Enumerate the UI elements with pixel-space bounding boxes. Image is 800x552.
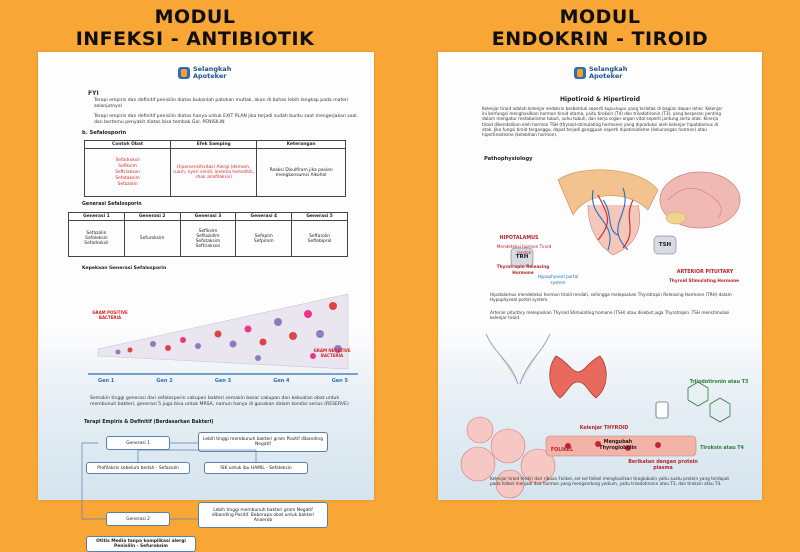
right-title-line2: ENDOKRIN - TIROID xyxy=(491,28,709,50)
thyroid-gland-illustration xyxy=(550,356,607,398)
hypothalamus-sub: Mendeteksi hormon Tiroid rendah xyxy=(496,244,552,255)
hpt-axis-illustration xyxy=(438,160,762,282)
thyroid-illustration xyxy=(438,326,762,500)
col-header: Contoh Obat xyxy=(85,141,171,149)
portal-system-label: Hypophyseal portal system xyxy=(537,274,579,285)
left-title-line1: MODUL xyxy=(154,6,236,28)
trh-label: Thyrotropin Releasing Hormone xyxy=(496,264,550,275)
col-header: Efek Samping xyxy=(171,141,257,149)
thyroid-bullet-3: Kelenjar tiroid terdiri dari ribuan Folikel, sel-sel folikel menghasilkan tiroglobulin yaitu suatu protein yang terdapat pada folikel menjadi dua hormon yang mengandung yodium, yaitu triiodotironin atau T3, dan tiroksin atau T4. xyxy=(490,476,730,487)
terapi-title: Terapi Empiris & Definitif (Berdasarkan Bakteri) xyxy=(84,420,214,425)
thyroid-module-page xyxy=(438,52,762,500)
brand-logo xyxy=(574,66,627,80)
gen-header: Generasi 2 xyxy=(124,213,180,221)
brand-line1: Selangkah xyxy=(193,65,232,73)
gen-cell: Seftarolin Seftobiprol xyxy=(292,221,348,257)
follicle-label: FOLIKEL xyxy=(550,448,574,453)
flow-generation-2: Generasi 2 xyxy=(106,512,170,526)
gen-label: Gen 1 xyxy=(98,378,115,384)
left-module-title xyxy=(30,6,360,50)
intro-paragraph: Kelenjar tiroid adalah kelenjar endokrin berbentuk seperti kupu-kupu yang terletak di bagian depan leher. Kelenjar ini berfungsi menghasilkan hormon tiroid utama, yaitu tiroksin (T4) dan triiodotironin (T3), yang berperan penting dalam mengatur metabolisme tubuh, suhu tubuh, dan kerja organ-organ vital seperti jantung serta otak. Kinerja tiroid dikendalikan oleh hormon TSH (thyroid-stimulating hormone) yang diproduksi oleh kelenjar hipotalamus di otak. Jika fungsi tiroid terganggu, dapat terjadi gangguan seperti hipotiroidisme (kekurangan hormon) atau hipertiroidisme (kelebihan hormon). xyxy=(482,106,723,138)
brand-icon xyxy=(574,67,586,79)
t3-label: Triiodotironin atau T3 xyxy=(689,380,749,385)
gen-label: Gen 5 xyxy=(331,378,348,384)
generation-title: Generasi Sefalosporin xyxy=(82,202,142,207)
flow-isk: ISK untuk ibu HAMIL - Sefaleksin xyxy=(204,462,308,474)
right-module-title xyxy=(430,6,770,50)
thyroglobulin-label: Mengubah Thyroglobulin xyxy=(599,440,637,451)
flow-otitis: Otitis Media tanpa komplikasi alergi Penisilin - Sefuroksim xyxy=(86,536,196,552)
right-title-line1: MODUL xyxy=(559,6,641,28)
trh-text: TRH xyxy=(515,254,529,260)
spectrum-summary: Semakin tinggi generasi dari sefalosporin cakupan bakteri semakin besar cakupan dan kekuatan obat untuk membunuh bakteri, generasi 5 juga bisa untuk MRSA, namun hanya di gunakan dalam kondisi serius (RESERVE) xyxy=(90,396,349,407)
gen-label: Gen 3 xyxy=(214,378,232,384)
note-cell: Reaksi Disulfiram jika pasien mengkonsumsi Alkohol xyxy=(257,149,346,197)
gen-header: Generasi 1 xyxy=(69,213,125,221)
brand-line1: Selangkah xyxy=(589,65,628,73)
drug-name: Sefadroksil xyxy=(115,157,140,163)
kepekaan-title: Kepekaan Generasi Sefalosporin xyxy=(82,266,167,271)
plasma-protein-label: Berikatan dengan protein plasma xyxy=(628,460,698,471)
flow-connectors xyxy=(38,52,374,500)
hypothalamus-label: HIPOTALAMUS xyxy=(499,236,539,241)
brand-line2: Apoteker xyxy=(589,72,623,80)
page-heading: Hipotiroid & Hipertiroid xyxy=(559,96,641,103)
fyi-label: FYI xyxy=(88,90,99,97)
gram-positive-label: GRAM POSITIVE BACTERIA xyxy=(92,310,128,320)
gen-label: Gen 2 xyxy=(156,378,173,384)
gen-header: Generasi 4 xyxy=(236,213,292,221)
pathophysiology-bullet-1: Hipotalamus mendeteksi hormon tiroid rendah, sehingga melepaskan Thyrotropin Releasing Hormone (TRH) dalam Hypophyseal portal system. xyxy=(490,292,732,303)
fyi-note-2: Terapi empiris dan definitif penisilin diatas hanya untuk EXIT PLAN jika terjadi sudah buntu saat mengerjakan soal, dan bertemu penyakit diatas bisa tembak Gol. PENISILIN xyxy=(94,114,358,125)
gen-header: Generasi 3 xyxy=(180,213,236,221)
gen-cell: Sefuroksim xyxy=(124,221,180,257)
col-header: Keterangan xyxy=(257,141,346,149)
flow-generation-2-note: Lebih tinggi membunuh bakteri gram Negatif dibanding Positif. Beberapa obat untuk bakteri Anaerob xyxy=(198,502,328,528)
hormone-molecule xyxy=(688,382,730,422)
left-title-line2: INFEKSI - ANTIBIOTIK xyxy=(75,28,315,50)
drug-name: Sefiksim xyxy=(118,163,137,169)
fyi-note-1: Terapi empiris dan definitif penisilin diatas bukanlah patokan mutlak, akan di bahas lebih lengkap pada materi selanjutnya! xyxy=(94,98,349,109)
drug-name: Seftriakson xyxy=(115,169,140,175)
tsh-label: Thyroid Stimulating Hormone xyxy=(669,278,739,283)
pathophysiology-heading: Pathophysiology xyxy=(484,156,533,162)
section-sefalosporin: b. Sefalosporin xyxy=(82,130,127,136)
antibiotic-module-page xyxy=(38,52,374,549)
pituitary-illustration xyxy=(588,205,640,255)
t4-label: Tiroksin atau T4 xyxy=(700,446,744,451)
gram-negative-label: GRAM NEGATIVE BACTERIA xyxy=(313,348,351,358)
flow-generation-1-note: Lebih tinggi membunuh bakteri gram Positif dibanding Negatif xyxy=(198,432,328,452)
thyroid-gland-label: Kelenjar THYROID xyxy=(579,426,629,431)
gen-cell: Sefepim Sefpirom xyxy=(236,221,292,257)
gen-cell: Sefiksim Seftazidim Sefotaksim Seftriakson xyxy=(180,221,236,257)
iodine-symbol xyxy=(656,402,668,418)
tsh-text: TSH xyxy=(658,242,672,248)
gen-header: Generasi 5 xyxy=(292,213,348,221)
drug-name: Sefazolin xyxy=(117,181,138,187)
side-effect-cell: Hipersensitivitas/ Alergi (demam, ruam, nyeri sendi, anemia hemolitik, shok anafilaksis) xyxy=(171,149,257,197)
pathophysiology-bullet-2: Arterior pituitary melepaskan Thyroid Stimulating homone (TSH) atau disebut juga Thyrotropin. TSH menstimulasi kelenjar tiroid. xyxy=(490,310,730,321)
flow-profilaksis: Profilaksis sebelum bedah - Sefazolin xyxy=(86,462,190,474)
gen-label: Gen 4 xyxy=(273,378,290,384)
flow-generation-1: Generasi 1 xyxy=(106,436,170,450)
gen-cell: Sefazolin Sefaleksin Sefadroksil xyxy=(69,221,125,257)
drug-name: Sefotaksim xyxy=(115,175,140,181)
neck-illustration xyxy=(486,334,550,384)
brand-line2: Apoteker xyxy=(193,72,227,80)
pituitary-label: ARTERIOR PITUITARY xyxy=(676,270,734,275)
